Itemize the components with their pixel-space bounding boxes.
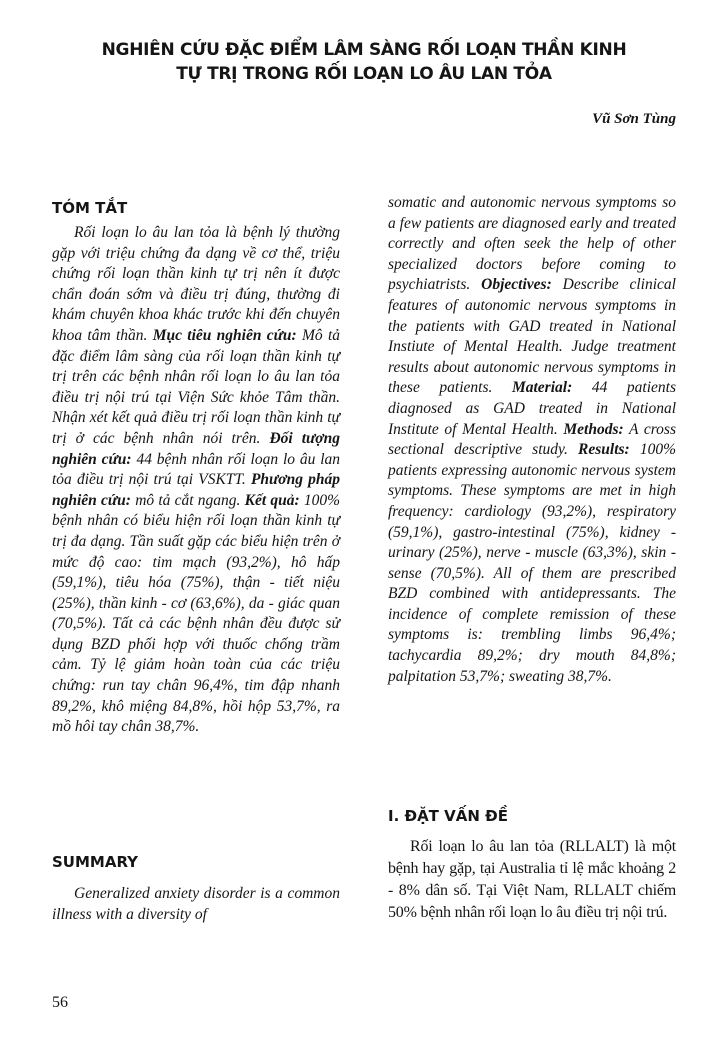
introduction-body	[388, 836, 676, 924]
summary-label-objectives: Objectives:	[481, 276, 552, 294]
title-line-1: NGHIÊN CỨU ĐẶC ĐIỂM LÂM SÀNG RỐI LOẠN THẦN KINH	[101, 40, 627, 60]
abstract-label-objectives: Mục tiêu nghiên cứu:	[152, 326, 297, 344]
article-title	[60, 38, 668, 86]
summary-body-start	[52, 884, 340, 925]
abstract-text-4: mô tả cắt ngang.	[135, 491, 241, 509]
abstract-label-results: Kết quả:	[244, 491, 300, 509]
summary-heading: SUMMARY	[52, 853, 139, 871]
summary-text-1: Generalized anxiety disorder is a common illness with a diversity of	[52, 885, 340, 923]
abstract-text-3: 44 bệnh nhân rối loạn lo âu lan tỏa điều trị nội trú tại VSKTT.	[52, 450, 341, 489]
abstract-body	[52, 223, 340, 738]
summary-text-4: 44 patients diagnosed as GAD treated in National Institute of Mental Health.	[388, 379, 676, 438]
abstract-label-subjects: Đối tượng nghiên cứu:	[52, 429, 340, 468]
abstract-text-2: Mô tả đặc điểm lâm sàng của rối loạn thần kinh tự trị trên các bệnh nhân rối loạn lo âu lan tỏa điều trị nội trú tại Viện Sức khỏe Tâm thần. Nhận xét kết quả điều trị rối loạn thần kinh tự trị ở các bệnh nhân nói trên.	[52, 326, 341, 447]
abstract-text-5: 100% bệnh nhân có biểu hiện rối loạn thần kinh tự trị đa dạng. Tần suất gặp các biểu hiện trên ở mức độ cao: tim mạch (93,2%), hô hấp (59,1%), tiêu hóa (75%), thận - tiết niệu (25%), thần kinh - cơ (63,6%), da - giác quan (70,5%). Tất cả các bệnh nhân đều được sử dụng BZD phối hợp với thuốc chống trầm cảm. Tỷ lệ giảm hoàn toàn của các triệu chứng: run tay chân 96,4%, tim đập nhanh 89,2%, khô miệng 84,8%, hồi hộp 53,7%, ra mồ hôi tay chân 38,7%.	[52, 491, 341, 736]
summary-text-6: 100% patients expressing autonomic nervous system symptoms. These symptoms are met in high frequency: cardiology (93,2%), respiratory (59,1%), gastro-intestinal (75%), kidney - urinary (25%), nerve - muscle (63,3%), skin - sense (70,5%). All of them are prescribed BZD combined with antidepressants. The incidence of complete remission of these symptoms is: trembling limbs 96,4%; tachycardia 89,2%; dry mouth 84,8%; palpitation 53,7%; sweating 38,7%.	[388, 441, 676, 685]
summary-body-continued	[388, 193, 676, 687]
introduction-text: Rối loạn lo âu lan tỏa (RLLALT) là một bệnh hay gặp, tại Australia tỉ lệ mắc khoảng 2 - 8% dân số. Tại Việt Nam, RLLALT chiếm 50% bệnh nhân rối loạn lo âu điều trị nội trú.	[388, 838, 676, 921]
summary-label-results: Results:	[578, 441, 630, 459]
author-name: Vũ Sơn Tùng	[592, 111, 676, 127]
abstract-label-methods: Phương pháp nghiên cứu:	[52, 471, 341, 509]
introduction-heading: I. ĐẶT VẤN ĐỀ	[388, 807, 508, 825]
summary-text-5: A cross sectional descriptive study.	[388, 420, 676, 459]
abstract-heading: TÓM TẮT	[52, 199, 128, 217]
summary-label-methods: Methods:	[563, 420, 624, 438]
abstract-text-1: Rối loạn lo âu lan tỏa là bệnh lý thường gặp với triệu chứng đa dạng về cơ thể, triệu chứng rối loạn thần kinh tự trị nên ít được chẩn đoán sớm và điều trị đúng, thường đi khám chuyên khoa khác trước khi đến chuyên khoa tâm thần.	[52, 224, 340, 344]
page-number: 56	[52, 994, 68, 1011]
summary-text-2: somatic and autonomic nervous symptoms so a few patients are diagnosed early and treated correctly and often seek the help of other specialized doctors before coming to psychiatrists.	[388, 194, 676, 294]
title-line-2: TỰ TRỊ TRONG RỐI LOẠN LO ÂU LAN TỎA	[176, 64, 552, 84]
summary-label-material: Material:	[511, 379, 573, 397]
summary-text-3: Describe clinical features of autonomic nervous symptoms in the patients with GAD treated in National Instiute of Mental Health. Judge treatment results about autonomic nervous symptoms in these patients.	[388, 276, 676, 397]
